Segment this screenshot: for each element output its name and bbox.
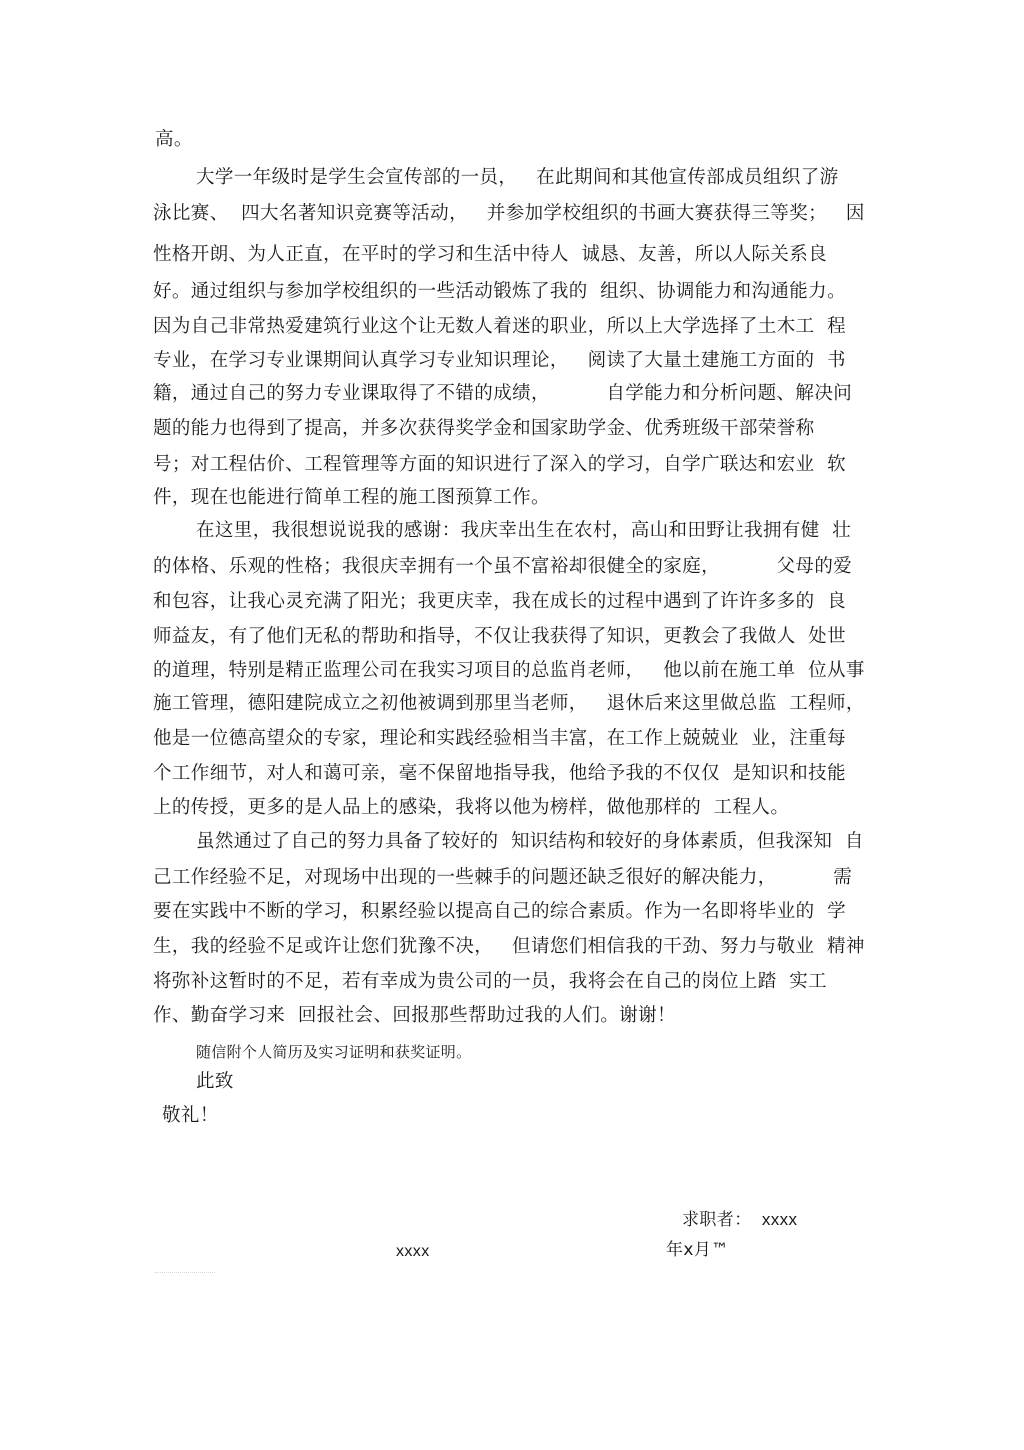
- body-line: 个工作细节，对人和蔼可亲，毫不保留地指导我，他给予我的不仅仅 是知识和技能: [153, 763, 846, 784]
- body-line: 件，现在也能进行简单工程的施工图预算工作。: [153, 487, 550, 508]
- body-line: 号；对工程估价、工程管理等方面的知识进行了深入的学习，自学广联达和宏业 软: [153, 454, 846, 475]
- body-line: 的体格、乐观的性格；我很庆幸拥有一个虽不富裕却很健全的家庭， 父母的爱: [153, 556, 853, 577]
- body-line: 的道理，特别是精正监理公司在我实习项目的总监肖老师， 他以前在施工单 位从事: [153, 660, 865, 681]
- body-line: 师益友，有了他们无私的帮助和指导，不仅让我获得了知识，更教会了我做人 处世: [153, 626, 846, 647]
- closing-salutation: 此致: [196, 1071, 234, 1092]
- body-line: 性格开朗、为人正直，在平时的学习和生活中待人 诚恳、友善，所以人际关系良: [153, 244, 828, 265]
- body-line: 将弥补这暂时的不足，若有幸成为贵公司的一员，我将会在自己的岗位上踏 实工: [153, 971, 828, 992]
- body-line: 籍，通过自己的努力专业课取得了不错的成绩， 自学能力和分析问题、解决问: [153, 383, 853, 404]
- body-line: 题的能力也得到了提高，并多次获得奖学金和国家助学金、优秀班级干部荣誉称: [153, 418, 815, 439]
- signature: 求职者： xxxx: [682, 1210, 798, 1229]
- date-year: xxxx: [396, 1243, 430, 1260]
- body-line: 泳比赛、 四大名著知识竞赛等活动， 并参加学校组织的书画大赛获得三等奖； 因: [153, 203, 865, 224]
- body-line: 和包容，让我心灵充满了阳光；我更庆幸，我在成长的过程中遇到了许许多多的 良: [153, 591, 846, 612]
- body-line: 因为自己非常热爱建筑行业这个让无数人着迷的职业，所以上大学选择了土木工 程: [153, 316, 846, 337]
- attachment-note: 随信附个人简历及实习证明和获奖证明。: [196, 1043, 472, 1061]
- body-line: 上的传授，更多的是人品上的感染，我将以他为榜样，做他那样的 工程人。: [153, 797, 790, 818]
- body-line: 作、勤奋学习来 回报社会、回报那些帮助过我的人们。谢谢！: [153, 1005, 676, 1026]
- body-line: 要在实践中不断的学习，积累经验以提高自己的综合素质。作为一名即将毕业的 学: [153, 901, 846, 922]
- body-line: 他是一位德高望众的专家，理论和实践经验相当丰富，在工作上兢兢业 业，注重每: [153, 728, 846, 749]
- body-line: 好。通过组织与参加学校组织的一些活动锻炼了我的 组织、协调能力和沟通能力。: [153, 281, 846, 302]
- scan-artifact: [155, 1272, 215, 1274]
- paragraph-2-line: 在这里，我很想说说我的感谢：我庆幸出生在农村，高山和田野让我拥有健 壮: [196, 520, 852, 541]
- date-month: 年x月™: [666, 1240, 729, 1260]
- body-line: 高。: [155, 129, 193, 150]
- body-line: 施工管理，德阳建院成立之初他被调到那里当老师， 退休后来这里做总监 工程师，: [153, 693, 865, 714]
- body-line: 专业，在学习专业课期间认真学习专业知识理论， 阅读了大量土建施工方面的 书: [153, 350, 846, 371]
- paragraph-1-line: 大学一年级时是学生会宣传部的一员， 在此期间和其他宣传部成员组织了游: [196, 167, 839, 188]
- body-line: 生，我的经验不足或许让您们犹豫不决， 但请您们相信我的干劲、努力与敬业 精神: [153, 936, 865, 957]
- body-line: 己工作经验不足，对现场中出现的一些棘手的问题还缺乏很好的解决能力， 需: [153, 867, 853, 888]
- paragraph-3-line: 虽然通过了自己的努力具备了较好的 知识结构和较好的身体素质，但我深知 自: [196, 831, 864, 852]
- closing-regards: 敬礼！: [162, 1105, 219, 1126]
